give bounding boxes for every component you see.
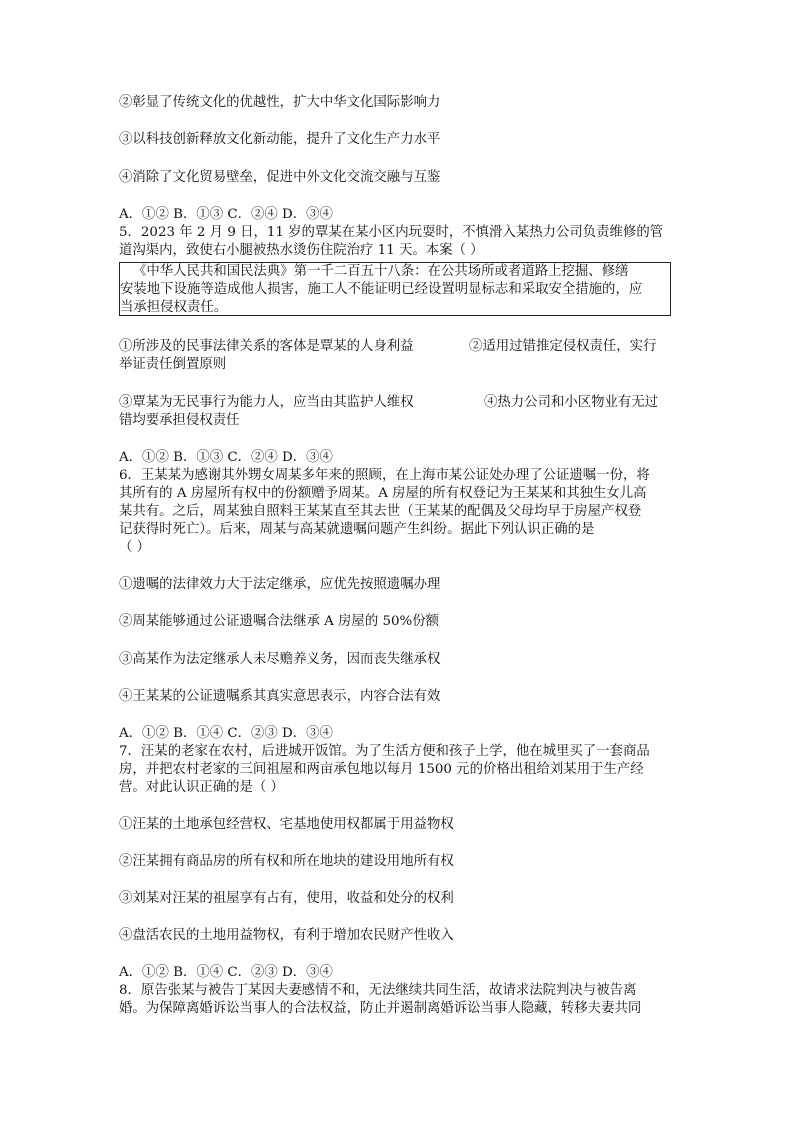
q7-option-1: ①汪某的土地承包经营权、宅基地使用权都属于用益物权 bbox=[119, 817, 454, 832]
q8-stem-line-2: 婚。为保障离婚诉讼当事人的合法权益，防止并遏制离婚诉讼当事人隐藏，转移夫妻共同 bbox=[119, 1001, 642, 1016]
q6-answer-choices: A．①② B．①④ C．②③ D．③④ bbox=[119, 726, 333, 741]
q5-option-1: ①所涉及的民事法律关系的客体是覃某的人身利益 bbox=[119, 339, 414, 354]
q5-stem-line-2: 道沟渠内，致使右小腿被热水烫伤住院治疗 11 天。本案（ ） bbox=[119, 243, 484, 258]
q5-law-line-3: 当承担侵权责任。 bbox=[120, 300, 228, 315]
q5-option-3: ③覃某为无民事行为能力人，应当由其监护人维权 bbox=[119, 395, 414, 410]
q6-stem-line-4: 记获得时死亡）。后来，周某与高某就遗嘱问题产生纠纷。据此下列认识正确的是 bbox=[119, 522, 595, 537]
q5-stem-line-1: 5．2023 年 2 月 9 日，11 岁的覃某在某小区内玩耍时，不慎滑入某热力公司负责维修的管 bbox=[119, 225, 664, 240]
q5-law-line-1: 《中华人民共和国民法典》第一千二百五十八条：在公共场所或者道路上挖掘、修缮 bbox=[133, 264, 629, 279]
q7-option-2: ②汪某拥有商品房的所有权和所在地块的建设用地所有权 bbox=[119, 854, 454, 869]
q6-stem-line-5: （ ） bbox=[119, 540, 151, 555]
q6-option-2: ②周某能够通过公证遗嘱合法继承 A 房屋的 50%份额 bbox=[119, 614, 440, 629]
q6-option-3: ③高某作为法定继承人未尽赡养义务，因而丧失继承权 bbox=[119, 652, 441, 667]
q5-option-4-line-1: ④热力公司和小区物业有无过 bbox=[484, 395, 659, 410]
q7-stem-line-1: 7．汪某的老家在农村，后进城开饭馆。为了生活方便和孩子上学，他在城里买了一套商品 bbox=[119, 744, 650, 759]
q7-option-4: ④盘活农民的土地用益物权，有利于增加农民财产性收入 bbox=[119, 928, 454, 943]
q5-law-line-2: 安装地下设施等造成他人损害，施工人不能证明已经设置明显标志和采取安全措施的，应 bbox=[120, 282, 643, 297]
q5-option-2-line-2: 举证责任倒置原则 bbox=[119, 357, 227, 372]
q7-stem-line-3: 营。对此认识正确的是（ ） bbox=[119, 780, 284, 795]
q5-law-excerpt-box bbox=[119, 262, 671, 316]
q5-answer-choices: A．①② B．①③ C．②④ D．③④ bbox=[119, 450, 333, 465]
q7-option-3: ③刘某对汪某的祖屋享有占有，使用，收益和处分的权利 bbox=[119, 891, 454, 906]
q7-stem-line-2: 房，并把农村老家的三间祖屋和两亩承包地以每月 1500 元的价格出租给刘某用于生产经 bbox=[119, 762, 644, 777]
q4-option-4: ④消除了文化贸易壁垒，促进中外文化交流交融与互鉴 bbox=[119, 170, 441, 185]
q4-answer-choices: A．①② B．①③ C．②④ D．③④ bbox=[119, 207, 333, 222]
q5-option-2-line-1: ②适用过错推定侵权责任，实行 bbox=[469, 339, 657, 354]
q4-option-3: ③以科技创新释放文化新动能，提升了文化生产力水平 bbox=[119, 132, 441, 147]
q7-answer-choices: A．①② B．①④ C．②③ D．③④ bbox=[119, 965, 333, 980]
q6-option-1: ①遗嘱的法律效力大于法定继承，应优先按照遗嘱办理 bbox=[119, 577, 441, 592]
q4-option-2: ②彰显了传统文化的优越性，扩大中华文化国际影响力 bbox=[119, 95, 441, 110]
q5-option-4-line-2: 错均要承担侵权责任 bbox=[119, 413, 240, 428]
q6-option-4: ④王某某的公证遗嘱系其真实意思表示，内容合法有效 bbox=[119, 689, 441, 704]
q6-stem-line-3: 某共有。之后，周某独自照料王某某直至其去世（王某某的配偶及父母均早于房屋产权登 bbox=[119, 504, 642, 519]
q8-stem-line-1: 8．原告张某与被告丁某因夫妻感情不和，无法继续共同生活，故请求法院判决与被告离 bbox=[119, 983, 637, 998]
q6-stem-line-1: 6．王某某为感谢其外甥女周某多年来的照顾，在上海市某公证处办理了公证遗嘱一份，将 bbox=[119, 468, 650, 483]
q6-stem-line-2: 其所有的 A 房屋所有权中的份额赠予周某。A 房屋的所有权登记为王某某和其独生女儿高 bbox=[119, 486, 647, 501]
